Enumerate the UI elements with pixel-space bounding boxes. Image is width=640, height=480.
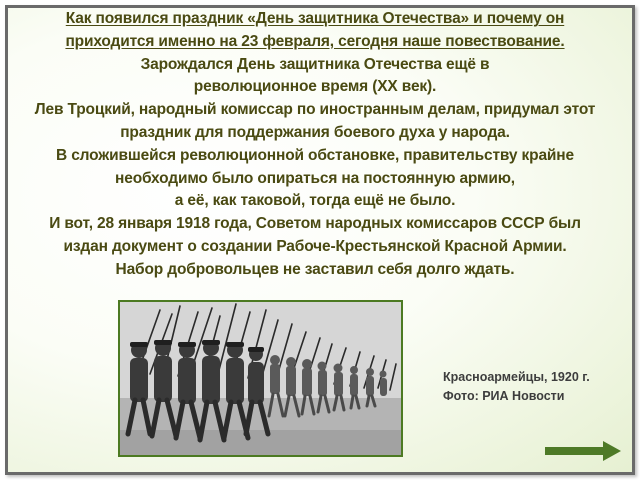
text-line-6: праздник для поддержания боевого духа у народа. bbox=[120, 123, 510, 141]
next-slide-arrow-icon[interactable] bbox=[545, 441, 621, 461]
photo-caption bbox=[443, 368, 590, 406]
caption-title: Красноармейцы, 1920 г. bbox=[443, 370, 590, 384]
text-line-10: И вот, 28 января 1918 года, Советом народных комиссаров СССР был bbox=[49, 215, 581, 233]
red-army-soldiers-marching-photo bbox=[118, 300, 403, 457]
caption-credit: Фото: РИА Новости bbox=[443, 389, 565, 403]
text-line-7: В сложившейся революционной обстановке, правительству крайне bbox=[56, 146, 574, 164]
text-line-5: Лев Троцкий, народный комиссар по иностранным делам, придумал этот bbox=[34, 101, 596, 119]
text-line-3: Зарождался День защитника Отечества ещё в bbox=[140, 55, 490, 73]
text-line-8: необходимо было опираться на постоянную армию, bbox=[115, 169, 515, 187]
slide-text bbox=[12, 8, 618, 282]
text-line-9: а её, как таковой, тогда ещё не было. bbox=[174, 192, 456, 210]
text-line-4: революционное время (XX век). bbox=[193, 78, 437, 96]
text-line-11: издан документ о создании Рабоче-Крестьянской Красной Армии. bbox=[63, 237, 567, 255]
text-line-2: приходится именно на 23 февраля, сегодня наше повествование. bbox=[65, 32, 565, 50]
soldiers-illustration bbox=[120, 302, 401, 455]
text-line-1: Как появился праздник «День защитника Отечества» и почему он bbox=[65, 10, 565, 27]
text-line-12: Набор добровольцев не заставил себя долго ждать. bbox=[115, 260, 515, 278]
